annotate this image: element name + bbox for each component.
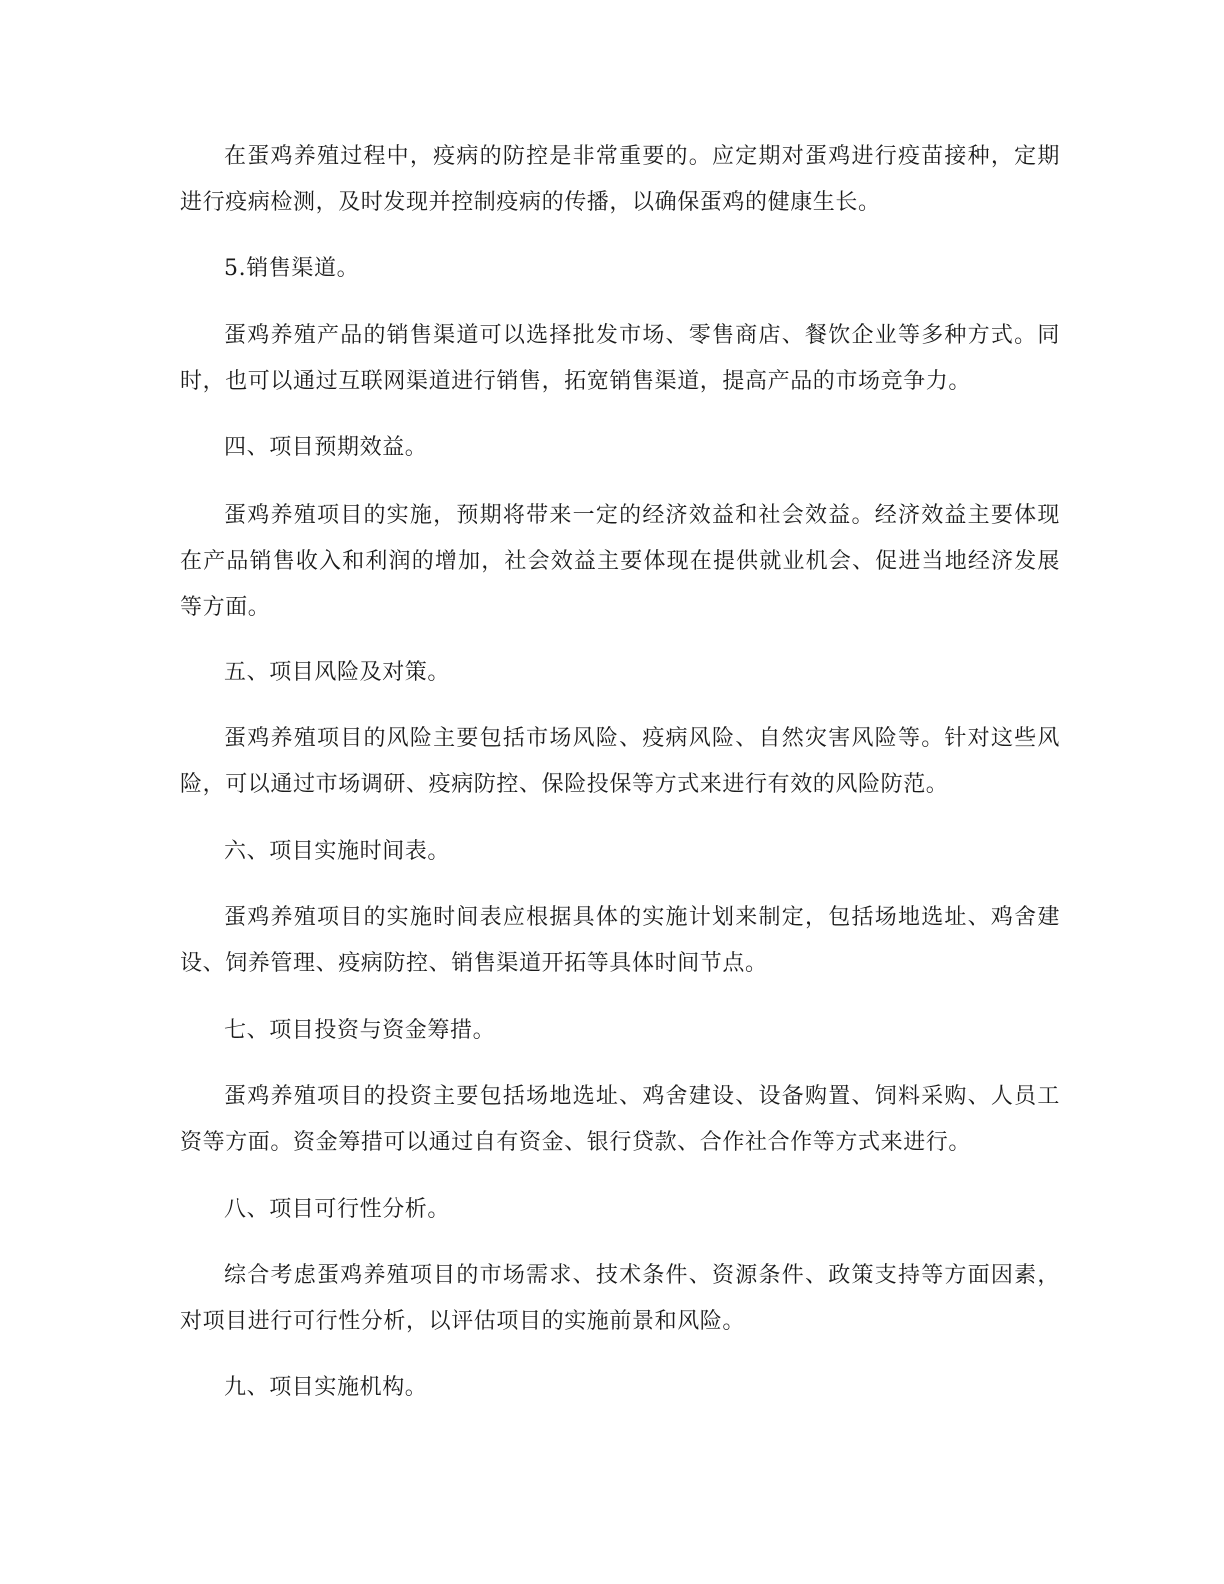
heading-investment: 七、项目投资与资金筹措。 — [224, 1018, 496, 1043]
paragraph-disease-control: 在蛋鸡养殖过程中，疫病的防控是非常重要的。应定期对蛋鸡进行疫苗接种，定期进行疫病检测，及时发现并控制疫病的传播，以确保蛋鸡的健康生长。 — [180, 144, 1060, 215]
paragraph-expected-benefits: 蛋鸡养殖项目的实施，预期将带来一定的经济效益和社会效益。经济效益主要体现在产品销售收入和利润的增加，社会效益主要体现在提供就业机会、促进当地经济发展等方面。 — [180, 503, 1060, 620]
heading-feasibility: 八、项目可行性分析。 — [224, 1197, 451, 1222]
heading-expected-benefits: 四、项目预期效益。 — [224, 435, 428, 460]
paragraph-risks: 蛋鸡养殖项目的风险主要包括市场风险、疫病风险、自然灾害风险等。针对这些风险，可以通过市场调研、疫病防控、保险投保等方式来进行有效的风险防范。 — [180, 726, 1060, 797]
paragraph-investment: 蛋鸡养殖项目的投资主要包括场地选址、鸡舍建设、设备购置、饲料采购、人员工资等方面。资金筹措可以通过自有资金、银行贷款、合作社合作等方式来进行。 — [180, 1084, 1060, 1155]
paragraph-feasibility: 综合考虑蛋鸡养殖项目的市场需求、技术条件、资源条件、政策支持等方面因素，对项目进行可行性分析，以评估项目的实施前景和风险。 — [180, 1263, 1060, 1334]
heading-implementing-agency: 九、项目实施机构。 — [224, 1375, 428, 1400]
heading-schedule: 六、项目实施时间表。 — [224, 839, 451, 864]
heading-sales-channels: 5.销售渠道。 — [224, 256, 360, 281]
heading-risks: 五、项目风险及对策。 — [224, 660, 451, 685]
paragraph-sales-channels: 蛋鸡养殖产品的销售渠道可以选择批发市场、零售商店、餐饮企业等多种方式。同时，也可以通过互联网渠道进行销售，拓宽销售渠道，提高产品的市场竞争力。 — [180, 323, 1060, 394]
paragraph-schedule: 蛋鸡养殖项目的实施时间表应根据具体的实施计划来制定，包括场地选址、鸡舍建设、饲养管理、疫病防控、销售渠道开拓等具体时间节点。 — [180, 905, 1060, 976]
